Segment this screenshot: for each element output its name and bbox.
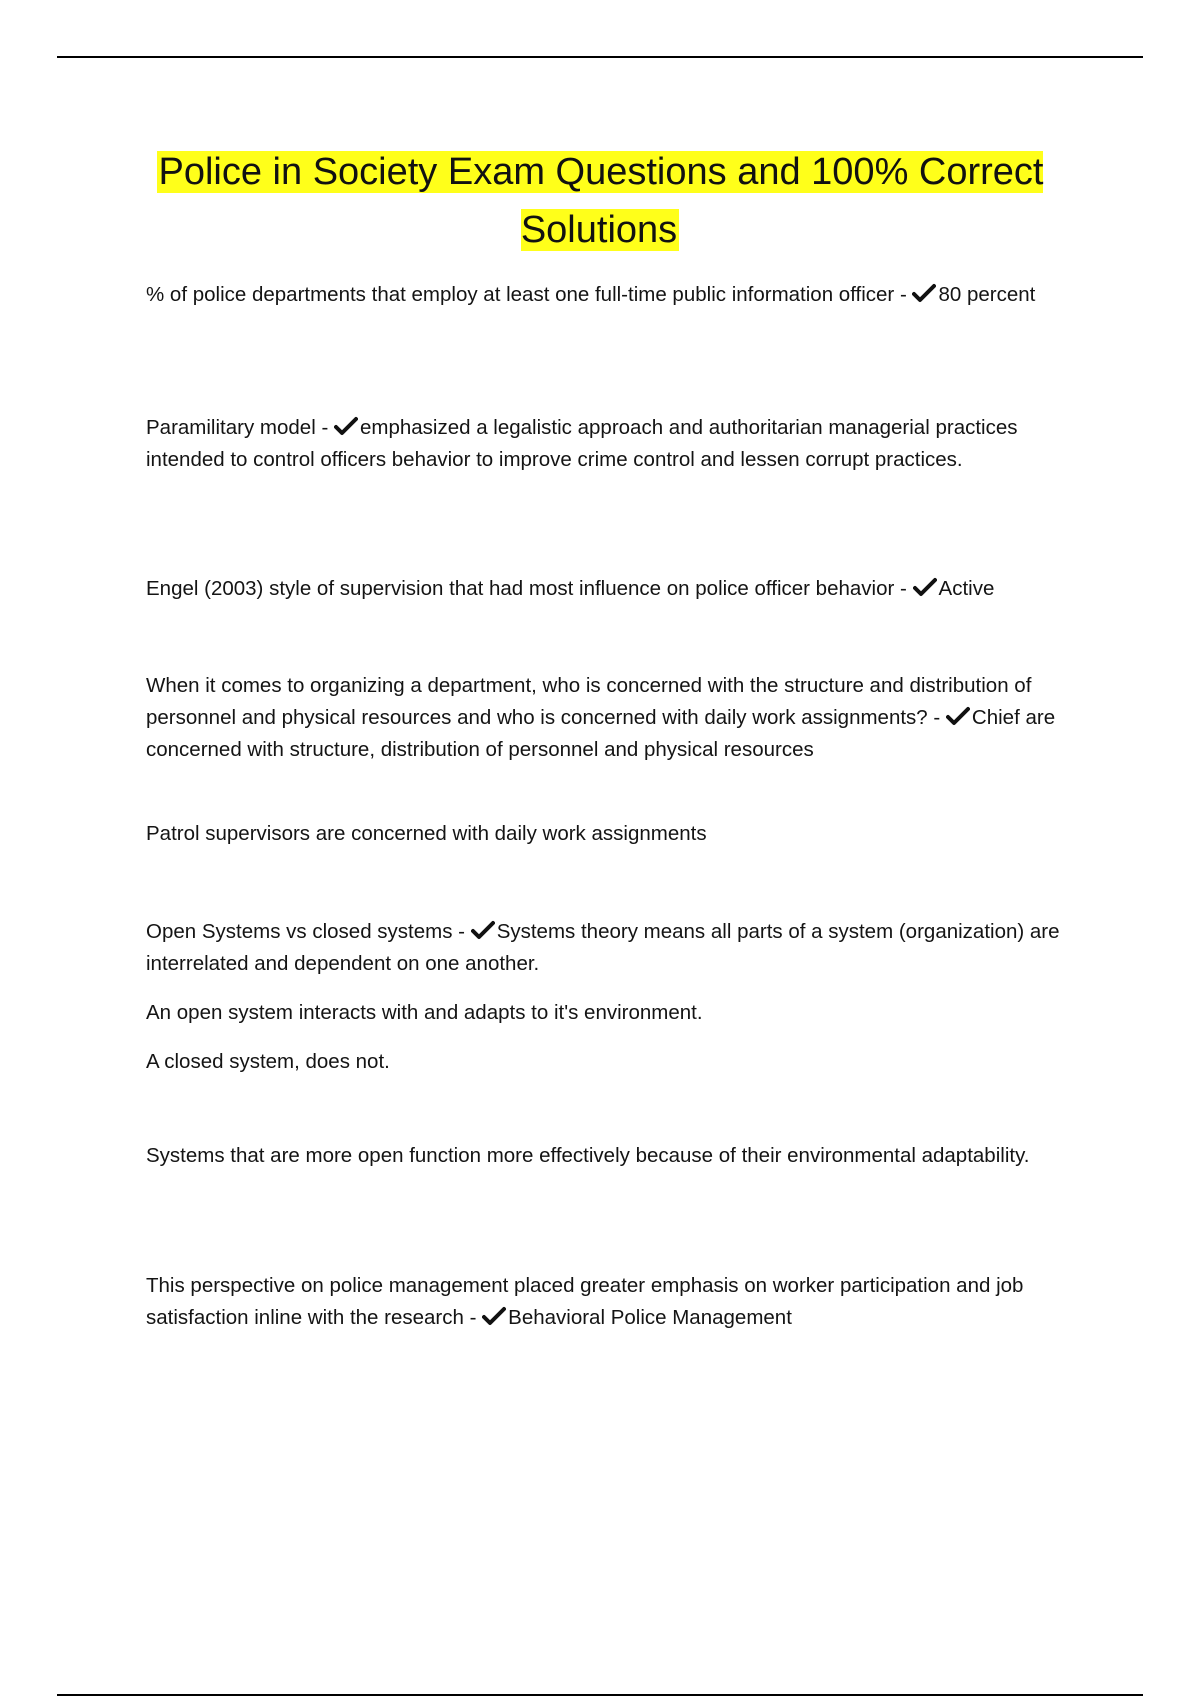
qa-item-2: [146, 412, 1091, 476]
question-text: This perspective on police management placed greater emphasis on worker participation and job satisfaction inline with the research -: [146, 1274, 1024, 1329]
check-mark-icon: [912, 283, 936, 303]
question-text: % of police departments that employ at least one full-time public information officer -: [146, 283, 913, 306]
check-mark-icon: [946, 706, 970, 726]
qa-item-6: [146, 1270, 1091, 1334]
answer-extra-text: An open system interacts with and adapts to it's environment.: [146, 1001, 703, 1024]
answer-extra-text: Patrol supervisors are concerned with daily work assignments: [146, 822, 707, 845]
answer-text: Chief are concerned with structure, distribution of personnel and physical resources: [146, 706, 1056, 761]
header-rule: [57, 56, 1143, 58]
question-text: Open Systems vs closed systems -: [146, 920, 471, 943]
answer-text: 80 percent: [938, 283, 1036, 306]
question-text: When it comes to organizing a department, who is concerned with the structure and distribution of personnel and physical resources and who is concerned with daily work assignments? -: [146, 674, 1032, 729]
answer-extra-text: Systems that are more open function more effectively because of their environmental adaptability.: [146, 1144, 1030, 1167]
answer-extra-text: A closed system, does not.: [146, 1050, 390, 1073]
qa-item-5-extra-2: [146, 1046, 1091, 1078]
answer-text: emphasized a legalistic approach and authoritarian managerial practices intended to control officers behavior to improve crime control and lessen corrupt practices.: [146, 416, 1018, 471]
qa-item-4: [146, 670, 1091, 766]
qa-item-5-extra-1: [146, 997, 1091, 1029]
check-mark-icon: [913, 577, 937, 597]
check-mark-icon: [334, 416, 358, 436]
footer-rule: [57, 1694, 1143, 1696]
qa-item-4-extra-1: [146, 818, 1091, 850]
document-title: [100, 143, 1100, 259]
check-mark-icon: [471, 920, 495, 940]
qa-item-5-extra-3: [146, 1140, 1091, 1172]
question-text: Paramilitary model -: [146, 416, 334, 439]
qa-item-1: [146, 279, 1091, 311]
qa-item-5: [146, 916, 1091, 980]
qa-item-3: [146, 573, 1091, 605]
question-text: Engel (2003) style of supervision that had most influence on police officer behavior -: [146, 577, 913, 600]
answer-text: Active: [938, 577, 995, 600]
answer-text: Systems theory means all parts of a system (organization) are interrelated and dependent on one another.: [146, 920, 1060, 975]
document-title-text: Police in Society Exam Questions and 100% Correct Solutions: [158, 151, 1044, 251]
check-mark-icon: [482, 1306, 506, 1326]
answer-text: Behavioral Police Management: [508, 1306, 792, 1329]
